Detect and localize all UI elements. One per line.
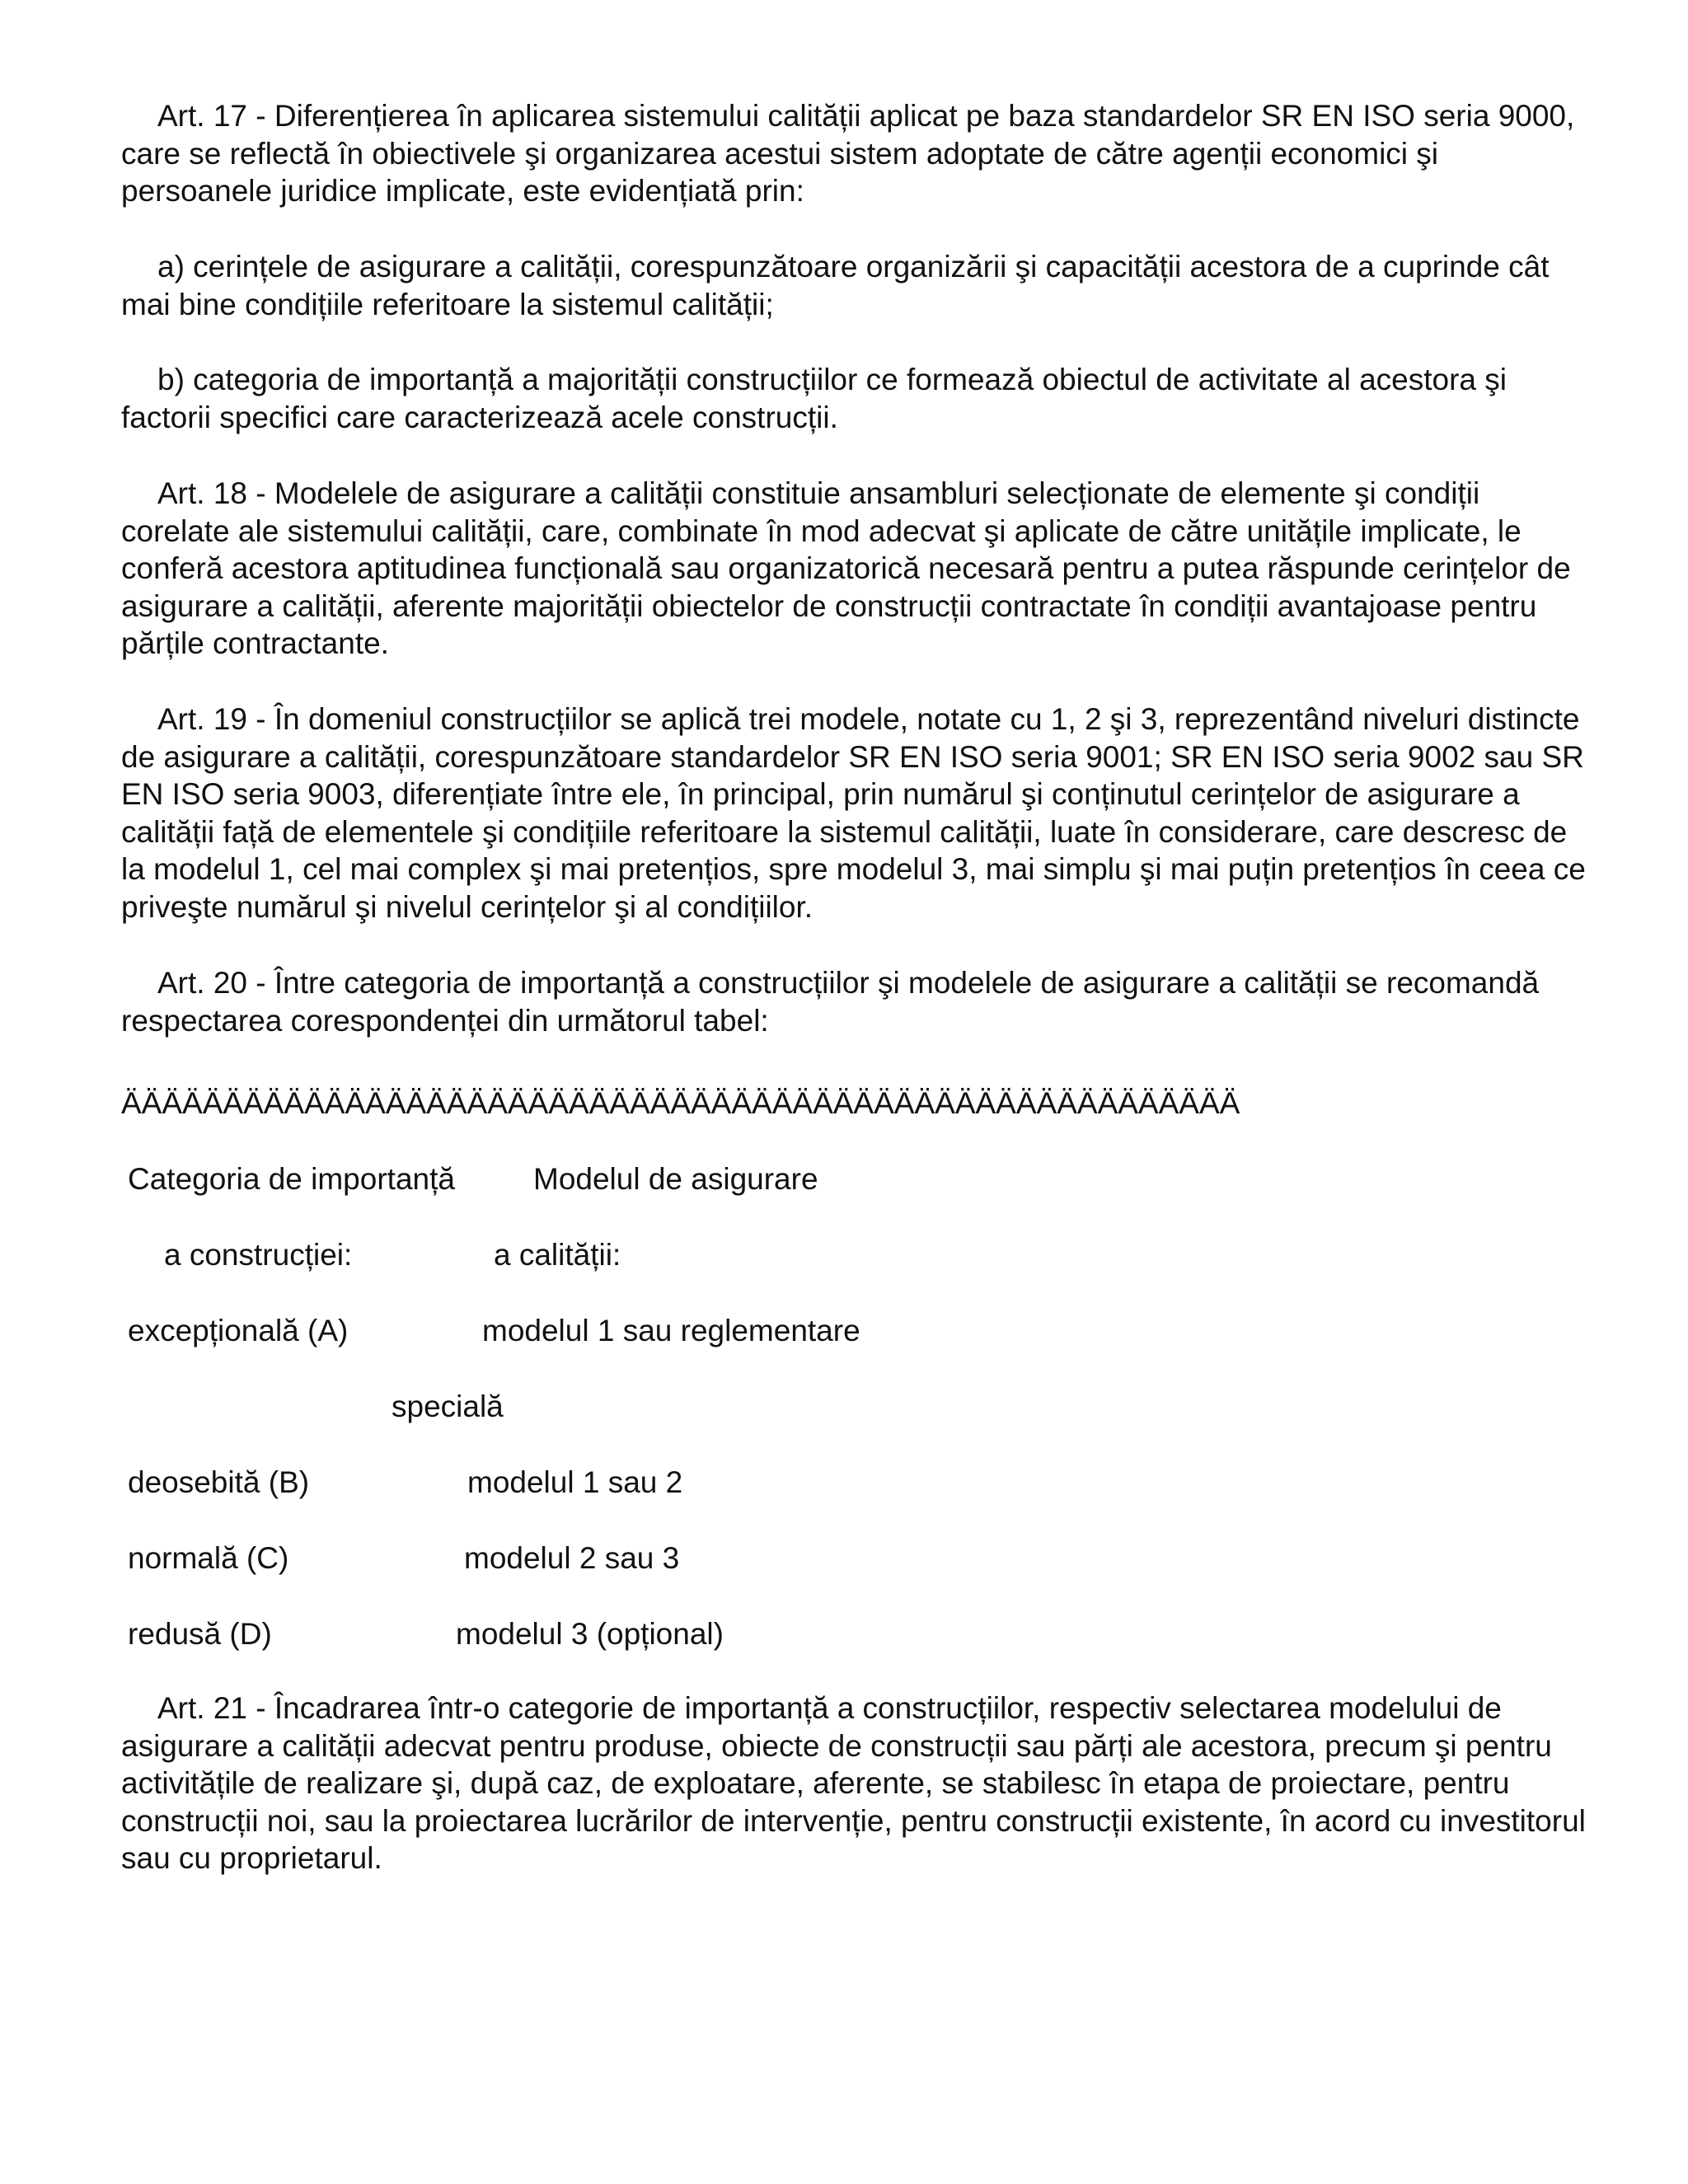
- table-separator: ÄÄÄÄÄÄÄÄÄÄÄÄÄÄÄÄÄÄÄÄÄÄÄÄÄÄÄÄÄÄÄÄÄÄÄÄÄÄÄÄÄÄÄÄÄÄÄÄÄÄÄÄÄÄÄ: [121, 1086, 1240, 1120]
- paragraph-art-17: Art. 17 - Diferențierea în aplicarea sistemului calității aplicat pe baza standardelor SR EN ISO seria 9000, care se reflectă în obiectivele şi organizarea acestui sistem adoptate de către agenții economici şi persoanele juridice implicate, este evidențiată prin:: [121, 99, 1575, 208]
- paragraph-art-18: Art. 18 - Modelele de asigurare a calității constituie ansambluri selecționate de elemente şi condiții corelate ale sistemului calității, care, combinate în mod adecvat şi aplicate de către unitățile implicate, le conferă acestora aptitudinea funcțională sau organizatorică necesară pentru a putea răspunde cerințelor de asigurare a calității, aferente majorității obiectelor de construcții contractate în condiții avantajoase pentru părțile contractante.: [121, 476, 1571, 660]
- paragraph-art-17-b: b) categoria de importanță a majorității construcțiilor ce formează obiectul de activitate al acestora şi factorii specifici care caracterizează acele construcții.: [121, 363, 1507, 434]
- table-row-category: deosebită (B): [128, 1465, 310, 1499]
- table-header-model: Modelul de asigurare: [533, 1162, 818, 1196]
- paragraph-art-21: Art. 21 - Încadrarea într-o categorie de importanță a construcțiilor, respectiv selectarea modelului de asigurare a calității adecvat pentru produse, obiecte de construcții sau părți ale acestora, precum şi pentru activitățile de realizare şi, după caz, de exploatare, aferente, se stabilesc în etapa de proiectare, pentru construcții noi, sau la proiectarea lucrărilor de intervenție, pentru construcții existente, în acord cu investitorul sau cu proprietarul.: [121, 1691, 1586, 1875]
- table-header-category: Categoria de importanță: [128, 1162, 455, 1196]
- table-row-category: excepțională (A): [128, 1314, 349, 1347]
- table-row-model: modelul 1 sau reglementare: [482, 1314, 860, 1347]
- table-header-model-sub: a calității:: [494, 1238, 621, 1272]
- table-row-model: modelul 2 sau 3: [464, 1541, 680, 1575]
- paragraph-art-17-a: a) cerințele de asigurare a calității, corespunzătoare organizării şi capacității acestora de a cuprinde cât mai bine condițiile referitoare la sistemul calității;: [121, 250, 1550, 321]
- table-row-model: modelul 1 sau 2: [467, 1465, 683, 1499]
- table-header-category-sub: a construcției:: [164, 1238, 353, 1272]
- paragraph-art-19: Art. 19 - În domeniul construcțiilor se aplică trei modele, notate cu 1, 2 şi 3, reprezentând niveluri distincte de asigurare a calității, corespunzătoare standardelor SR EN ISO seria 9001; SR EN ISO seria 9002 sau SR EN ISO seria 9003, diferențiate între ele, în principal, prin numărul şi conținutul cerințelor de asigurare a calității față de elementele şi condițiile referitoare la sistemul calității, luate în considerare, care descresc de la modelul 1, cel mai complex şi mai pretențios, spre modelul 3, mai simplu şi mai puțin pretențios în ceea ce priveşte numărul şi nivelul cerințelor şi al condițiilor.: [121, 702, 1586, 924]
- table-row-category: normală (C): [128, 1541, 289, 1575]
- table-row-category: redusă (D): [128, 1617, 272, 1651]
- paragraph-art-20: Art. 20 - Între categoria de importanță a construcțiilor şi modelele de asigurare a calității se recomandă respectarea corespondenței din următorul tabel:: [121, 966, 1540, 1038]
- table-row-model: modelul 3 (opțional): [456, 1617, 724, 1651]
- table-row-model: specială: [392, 1390, 504, 1423]
